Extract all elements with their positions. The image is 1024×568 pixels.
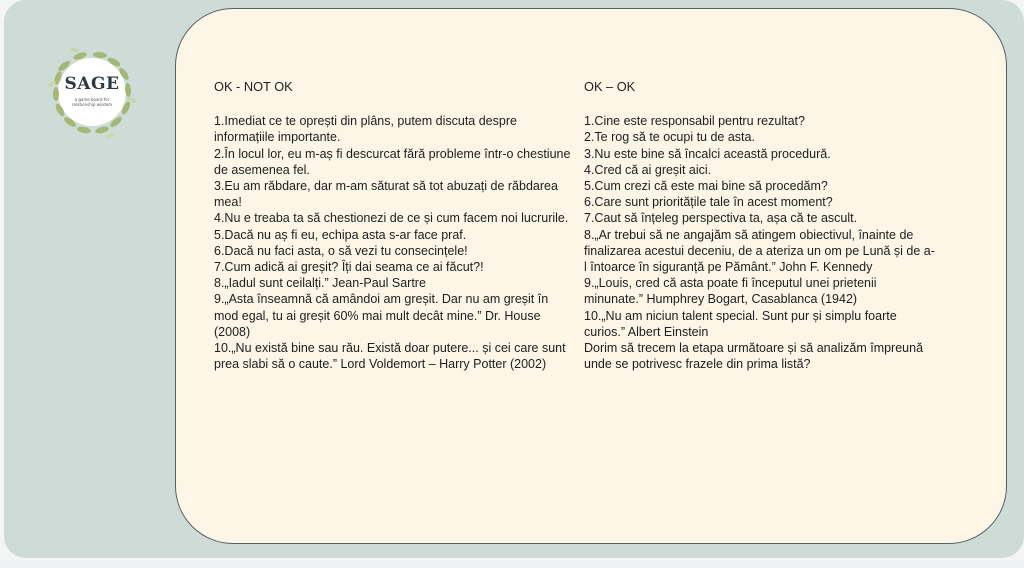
- list-item: 9.„Louis, cred că asta poate fi începutul unei prietenii minunate.” Humphrey Bogart, Casablanca (1942): [584, 276, 877, 307]
- list-item: 5.Cum crezi că este mai bine să procedăm?: [584, 179, 828, 194]
- ok-ok-list: [584, 113, 936, 372]
- list-item: 10.„Nu am niciun talent special. Sunt pur și simplu foarte curios.” Albert Einstein: [584, 308, 897, 339]
- list-item: 4.Cred că ai greșit aici.: [584, 162, 712, 177]
- ok-not-ok-column: [214, 79, 572, 372]
- list-item: 7.Cum adică ai greșit? Îți dai seama ce ai făcut?!: [214, 260, 484, 275]
- list-item: 1.Cine este responsabil pentru rezultat?: [584, 114, 805, 129]
- content-card: [175, 8, 1007, 544]
- list-item: 2.În locul lor, eu m-aș fi descurcat fără probleme într-o chestiune de asemenea fel.: [214, 146, 571, 177]
- sage-logo: [44, 44, 140, 140]
- logo-tagline: a game board for relationship wisdom: [71, 97, 113, 107]
- ok-ok-column: [584, 79, 936, 372]
- closing-question: Dorim să trecem la etapa următoare și să analizăm împreună unde se potrivesc frazele din prima listă?: [584, 341, 924, 372]
- ok-not-ok-heading: OK - NOT OK: [214, 79, 293, 94]
- list-item: 1.Imediat ce te oprești din plâns, putem discuta despre informațiile importante.: [214, 114, 517, 145]
- list-item: 9.„Asta înseamnă că amândoi am greșit. Dar nu am greșit în mod egal, tu ai greșit 60% mai mult decât mine.” Dr. House (2008): [214, 292, 549, 339]
- list-item: 6.Dacă nu faci asta, o să vezi tu consecințele!: [214, 243, 468, 258]
- list-item: 5.Dacă nu aș fi eu, echipa asta s-ar face praf.: [214, 227, 467, 242]
- list-item: 2.Te rog să te ocupi tu de asta.: [584, 130, 755, 145]
- list-item: 10.„Nu există bine sau rău. Există doar putere... și cei care sunt prea slabi să o caute.” Lord Voldemort – Harry Potter (2002): [214, 341, 566, 372]
- list-item: 8.„Ar trebui să ne angajăm să atingem obiectivul, înainte de finalizarea acestui deceniu, de a ateriza un om pe Lună și de a-l întoarce în siguranță pe Pământ.” John F. Kennedy: [584, 227, 935, 275]
- ok-ok-heading: OK – OK: [584, 79, 636, 94]
- list-item: 4.Nu e treaba ta să chestionezi de ce și cum facem noi lucrurile.: [214, 211, 569, 226]
- ok-not-ok-list: [214, 113, 572, 372]
- list-item: 7.Caut să înțeleg perspectiva ta, așa că te ascult.: [584, 211, 858, 226]
- list-item: 3.Eu am răbdare, dar m-am săturat să tot abuzați de răbdarea mea!: [214, 179, 558, 210]
- list-item: 6.Care sunt prioritățile tale în acest moment?: [584, 195, 833, 210]
- list-item: 8.„Iadul sunt ceilalți.” Jean-Paul Sartre: [214, 276, 426, 291]
- bottom-strip: [0, 560, 1024, 568]
- list-item: 3.Nu este bine să încalci această procedură.: [584, 146, 831, 161]
- logo-title: SAGE: [64, 74, 120, 94]
